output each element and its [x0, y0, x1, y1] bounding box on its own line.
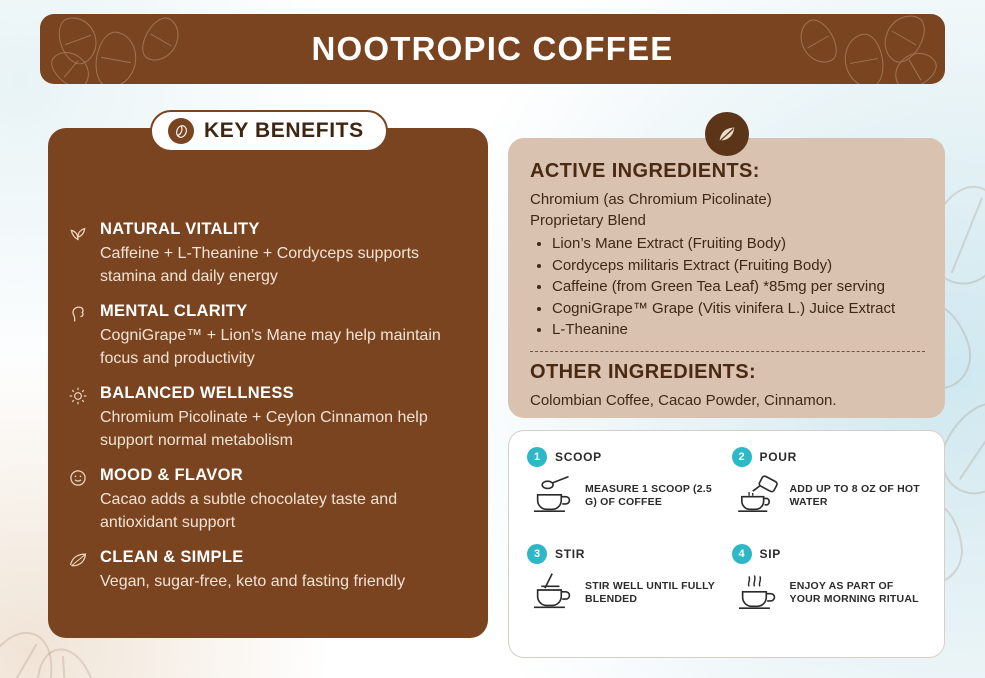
list-item: • Caffeine (from Green Tea Leaf) *85mg per serving	[552, 276, 925, 298]
step-item	[732, 544, 927, 641]
list-item	[66, 548, 472, 593]
step-body	[732, 570, 927, 615]
other-ingredients-heading: OTHER INGREDIENTS:	[530, 360, 757, 383]
benefit-title: CLEAN & SIMPLE	[100, 548, 244, 566]
stir-spoon-cup-icon	[531, 570, 577, 615]
list-item	[66, 466, 472, 534]
list-item	[66, 384, 472, 452]
benefit-description: Chromium Picolinate + Ceylon Cinnamon help support normal metabolism	[100, 409, 428, 449]
active-ingredient-line: Proprietary Blend	[530, 212, 646, 229]
active-ingredient-line: Chromium (as Chromium Picolinate)	[530, 191, 772, 208]
step-header	[732, 544, 927, 564]
step-description: ENJOY AS PART OF YOUR MORNING RITUAL	[789, 579, 919, 605]
step-header	[527, 544, 722, 564]
step-name: SCOOP	[555, 450, 602, 464]
step-description: MEASURE 1 SCOOP (2.5 G) OF COFFEE	[585, 482, 712, 508]
ingredients-panel	[508, 138, 945, 418]
step-number-badge: 3	[527, 544, 547, 564]
list-item: • CogniGrape™ Grape (Vitis vinifera L.) Juice Extract	[552, 298, 925, 320]
scoop-cup-icon	[531, 473, 577, 518]
benefit-title: MOOD & FLAVOR	[100, 466, 243, 484]
key-benefits-label: KEY BENEFITS	[204, 119, 364, 142]
list-item: • Cordyceps militaris Extract (Fruiting Body)	[552, 255, 925, 277]
step-header	[732, 447, 927, 467]
step-name: SIP	[759, 547, 781, 561]
page-title: NOOTROPIC COFFEE	[311, 30, 674, 67]
step-number-badge: 2	[732, 447, 752, 467]
pouring-kettle-icon	[736, 473, 782, 518]
coffee-bean-icon	[168, 118, 194, 144]
step-item	[527, 447, 722, 544]
benefit-title: BALANCED WELLNESS	[100, 384, 294, 402]
active-ingredients-heading: ACTIVE INGREDIENTS:	[530, 160, 760, 182]
balance-icon	[66, 384, 90, 452]
active-ingredients-bullet-list	[530, 233, 925, 341]
step-description: STIR WELL UNTIL FULLY BLENDED	[585, 579, 715, 605]
leaf-icon	[66, 548, 90, 593]
benefit-description: CogniGrape™ + Lion’s Mane may help maintain focus and productivity	[100, 327, 441, 367]
benefit-description: Cacao adds a subtle chocolatey taste and antioxidant support	[100, 491, 398, 531]
step-name: POUR	[759, 450, 797, 464]
step-header	[527, 447, 722, 467]
list-item	[66, 302, 472, 370]
steaming-cup-icon	[736, 570, 782, 615]
step-body	[732, 473, 927, 518]
other-ingredients-text: Colombian Coffee, Cacao Powder, Cinnamon.	[530, 391, 837, 409]
preparation-steps-panel	[508, 430, 945, 658]
key-benefits-title-pill	[150, 110, 388, 152]
leaf-badge-icon	[705, 112, 749, 156]
list-item: • Lion’s Mane Extract (Fruiting Body)	[552, 233, 925, 255]
brain-icon	[66, 302, 90, 370]
list-item: • L-Theanine	[552, 319, 925, 341]
header-bean-decoration-right	[745, 14, 945, 84]
step-number-badge: 1	[527, 447, 547, 467]
divider	[530, 351, 925, 352]
step-body	[527, 473, 722, 518]
benefit-description: Vegan, sugar-free, keto and fasting friendly	[100, 573, 406, 590]
step-item	[732, 447, 927, 544]
step-body	[527, 570, 722, 615]
step-number-badge: 4	[732, 544, 752, 564]
steps-grid	[527, 447, 926, 641]
step-description: ADD UP TO 8 OZ OF HOT WATER	[789, 482, 920, 508]
step-name: STIR	[555, 547, 586, 561]
benefits-list	[66, 170, 472, 607]
header-bean-decoration-left	[40, 14, 240, 84]
benefit-description: Caffeine + L-Theanine + Cordyceps supports stamina and daily energy	[100, 245, 420, 285]
smiley-icon	[66, 466, 90, 534]
sprout-icon	[66, 220, 90, 288]
step-item	[527, 544, 722, 641]
benefit-title: NATURAL VITALITY	[100, 220, 260, 238]
list-item	[66, 220, 472, 288]
key-benefits-panel	[48, 128, 488, 638]
benefit-title: MENTAL CLARITY	[100, 302, 248, 320]
page-header-banner	[40, 14, 945, 84]
